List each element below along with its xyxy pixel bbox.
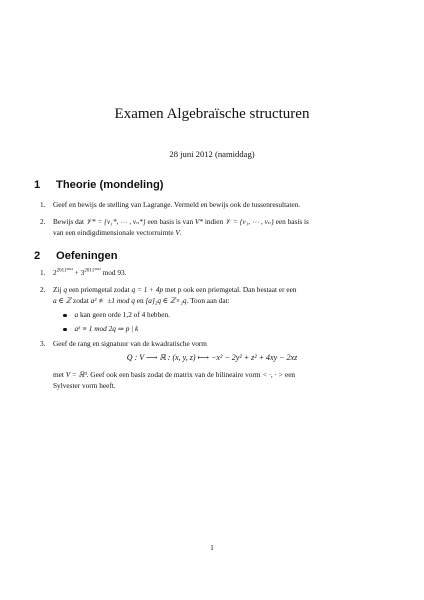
- math-implication: aᵏ ≡ 1 mod 2q ⇒ p | k: [74, 324, 139, 333]
- bullet-icon: [63, 314, 67, 318]
- question-text: Geef en bewijs de stelling van Lagrange. Vermeld en bewijs ook de tussenresultaten.: [53, 200, 301, 209]
- math-var: a: [74, 310, 79, 319]
- question-text: Geef de rang en signatuur van de kwadratische vorm: [53, 339, 207, 348]
- question-text: [53, 370, 385, 391]
- exercise-2-bullet-2: [63, 324, 138, 334]
- theory-question-2: [40, 217, 385, 238]
- text-run: zodat: [71, 295, 91, 305]
- text-run: met p ook een priemgetal. Dan bestaat er een: [163, 285, 297, 294]
- section-heading-exercises: [34, 250, 118, 262]
- exercise-3: [40, 339, 385, 350]
- section-number: 2: [34, 250, 41, 262]
- section-title: Theorie (mondeling): [56, 179, 164, 191]
- exercise-1: [40, 268, 385, 279]
- question-number: 1.: [40, 268, 46, 277]
- math-unit-group: [a]₂q ∈ ℤ×₂q: [145, 295, 187, 305]
- math-var: a ∈ ℤ: [53, 295, 72, 305]
- math-formula: Q : V ⟶ ℝ : (x, y, z) ⟼ −x² − 2y² + z² + 4xy − 2xz: [126, 353, 298, 362]
- text-run: Zij: [53, 285, 64, 294]
- section-heading-theory: [34, 179, 164, 191]
- question-text: [53, 217, 385, 238]
- math-base: 3: [80, 268, 85, 277]
- exercise-3-continued: [40, 370, 385, 391]
- math-dual-space: V*: [194, 217, 204, 226]
- quadratic-form-formula: [0, 353, 424, 362]
- text-run: een basis is van: [145, 217, 195, 226]
- text-run: Sylvester vorm heeft.: [53, 380, 116, 390]
- section-number: 1: [34, 179, 41, 191]
- text-run: van een eindigdimensionale vectorruimte: [53, 227, 176, 237]
- math-bilinear: < ·, · >: [262, 370, 284, 379]
- text-run: .: [179, 227, 182, 237]
- math-base: 2: [53, 268, 57, 277]
- math-var: q: [63, 285, 67, 294]
- bullet-text: kan geen orde 1,2 of 4 hebben.: [78, 310, 170, 319]
- math-exponent: 2011²⁰¹²: [56, 268, 73, 274]
- math-space: V = ℝ³: [65, 370, 87, 379]
- math-equation: q = 1 + 4p: [131, 285, 164, 294]
- math-congruence: a² ≢ ±1 mod q: [90, 295, 135, 305]
- text-run: een priemgetal zodat: [67, 285, 132, 294]
- theory-question-1: [40, 200, 385, 211]
- question-number: 3.: [40, 339, 46, 348]
- question-number: 2.: [40, 285, 46, 294]
- text-run: en: [134, 295, 146, 305]
- question-number: 1.: [40, 200, 46, 209]
- question-number: 2.: [40, 217, 46, 226]
- math-dual-basis: 𝒱* = {v₁*, ⋯ , vₙ*}: [85, 217, 146, 226]
- text-run: indien: [203, 217, 225, 226]
- text-run: mod 93.: [100, 268, 127, 277]
- math-exponent: 2011²⁰¹²: [84, 268, 101, 274]
- exercise-2-bullet-1: [63, 310, 170, 320]
- text-run: Bewijs dat: [53, 217, 86, 226]
- text-run: een: [283, 370, 296, 379]
- text-run: . Geef ook een basis zodat de matrix van de bilineaire vorm: [86, 370, 263, 379]
- bullet-icon: [63, 328, 67, 332]
- text-run: . Toon aan dat:: [186, 295, 230, 305]
- math-space: V: [175, 227, 180, 237]
- text-run: met: [53, 370, 66, 379]
- question-text: [53, 285, 385, 306]
- text-run: een basis is: [273, 217, 309, 226]
- section-title: Oefeningen: [56, 250, 118, 262]
- page-title: Examen Algebraïsche structuren: [114, 106, 310, 122]
- question-text: [53, 268, 385, 279]
- text-run: +: [72, 268, 81, 277]
- page-number: 1: [210, 543, 214, 552]
- exam-date: 28 juni 2012 (namiddag): [169, 149, 255, 159]
- exercise-2: [40, 285, 385, 306]
- math-basis: 𝒱 = {v₁, ⋯ , vₙ}: [224, 217, 274, 226]
